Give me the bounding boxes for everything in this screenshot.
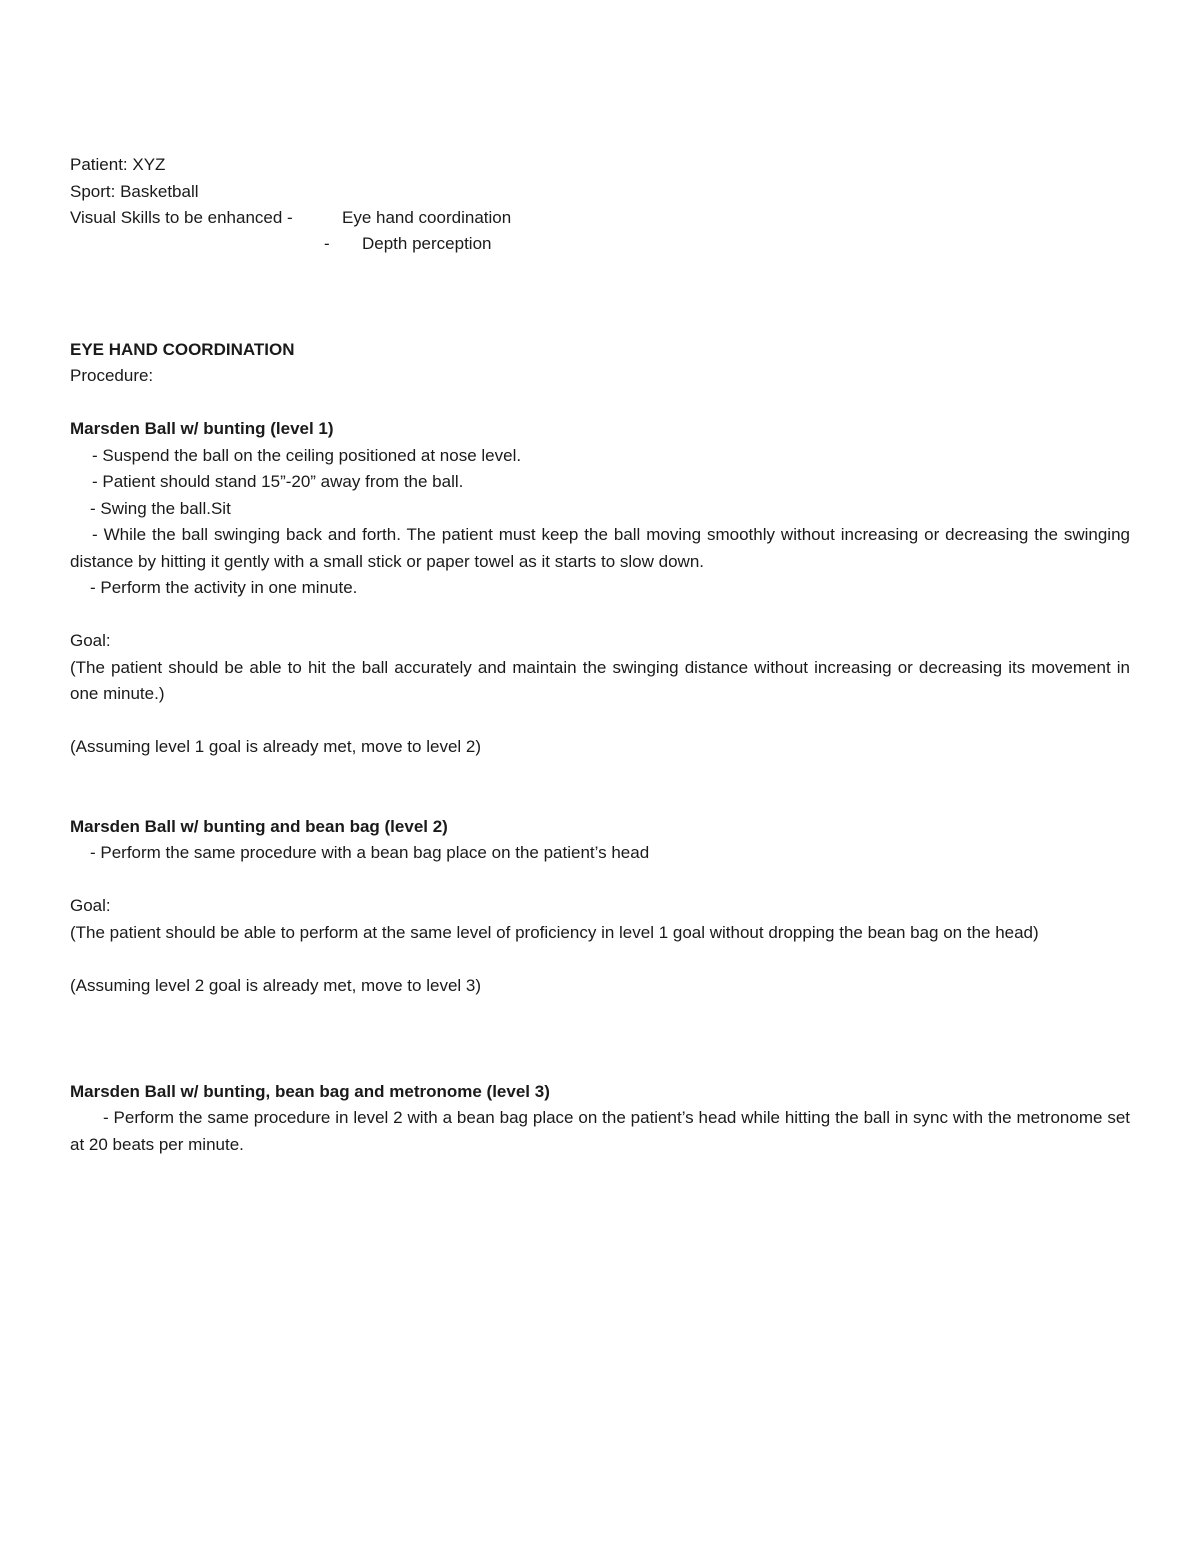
level1-step: - Perform the activity in one minute. — [90, 578, 358, 597]
level1-step: - Suspend the ball on the ceiling positioned at nose level. — [92, 445, 522, 465]
level3-title: Marsden Ball w/ bunting, bean bag and metronome (level 3) — [70, 1081, 550, 1101]
level1-step: - While the ball swinging back and forth. The patient must keep the ball moving smoothly without increasing or decreasing the swinging distance by hitting it gently with a small stick or paper towel as it starts to slow down. — [70, 525, 1130, 571]
level1-title: Marsden Ball w/ bunting (level 1) — [70, 419, 334, 438]
level1-goal-label: Goal: — [70, 631, 111, 650]
patient-line: Patient: XYZ — [70, 155, 166, 174]
skills-row-1 — [70, 205, 1130, 231]
level1-step: - Swing the ball.Sit — [90, 498, 231, 518]
level1-next-note: (Assuming level 1 goal is already met, move to level 2) — [70, 737, 482, 756]
level1-step: - Patient should stand 15”-20” away from the ball. — [92, 472, 464, 491]
level2-goal-text: (The patient should be able to perform at the same level of proficiency in level 1 goal without dropping the bean bag on the head) — [70, 922, 1039, 942]
level2-step: - Perform the same procedure with a bean bag place on the patient’s head — [90, 843, 650, 862]
level1-goal-text: (The patient should be able to hit the ball accurately and maintain the swinging distance without increasing or decreasing its movement in one minute.) — [70, 657, 1130, 703]
skill-depth-perception: Depth perception — [362, 234, 492, 253]
skills-row-2 — [70, 231, 1130, 257]
level2-next-note: (Assuming level 2 goal is already met, move to level 3) — [70, 975, 482, 995]
level3-step: - Perform the same procedure in level 2 with a bean bag place on the patient’s head while hitting the ball in sync with the metronome set at 20 beats per minute. — [70, 1108, 1130, 1154]
skill-eye-hand: Eye hand coordination — [342, 208, 512, 227]
skill-2-dash: - — [324, 234, 330, 253]
document-page — [70, 152, 1130, 1158]
procedure-label: Procedure: — [70, 366, 154, 385]
skills-label: Visual Skills to be enhanced - — [70, 208, 293, 227]
level2-title: Marsden Ball w/ bunting and bean bag (level 2) — [70, 816, 448, 836]
sport-line: Sport: Basketball — [70, 181, 199, 201]
level2-goal-label: Goal: — [70, 896, 111, 915]
section-title: EYE HAND COORDINATION — [70, 339, 295, 359]
